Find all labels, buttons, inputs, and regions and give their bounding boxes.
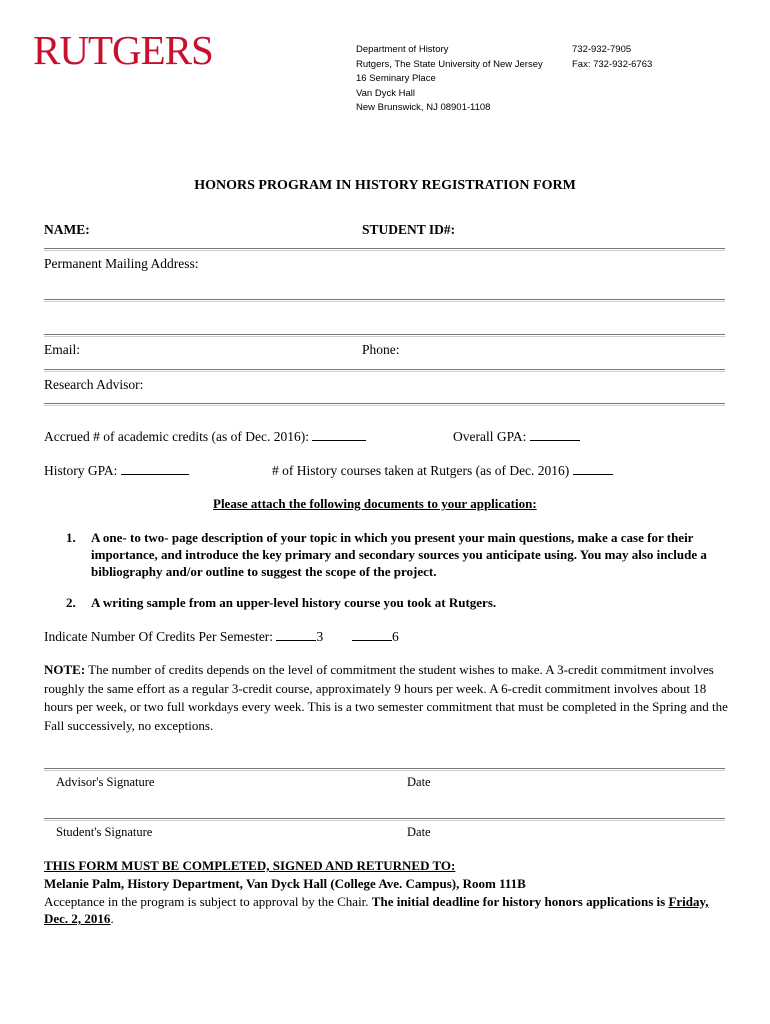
deadline-text: The initial deadline for history honors applications is [371,894,669,909]
student-signature-label: Student's Signature [56,825,153,839]
name-id-line[interactable] [44,248,725,249]
list-number: 1. [66,530,76,545]
option-3-blank[interactable] [276,628,316,641]
research-advisor-label: Research Advisor: [44,377,144,392]
email-label: Email: [44,342,80,357]
credits-per-semester-label: Indicate Number Of Credits Per Semester: [44,629,274,644]
form-title: HONORS PROGRAM IN HISTORY REGISTRATION FORM [194,178,576,193]
note-label: NOTE: [44,662,86,677]
student-signature-line[interactable] [44,818,725,819]
phone-label: Phone: [362,342,400,357]
return-heading: THIS FORM MUST BE COMPLETED, SIGNED AND RETURNED TO: [44,858,456,873]
department-address [356,43,543,116]
credits-field [44,428,366,445]
note-text: The number of credits depends on the level of commitment the student wishes to make. A 3-credit commitment involves roughly the same effort as a regular 3-credit course, approximately 9 hours per week. A 6-credit commitment involves about 18 hours per week, or two full workdays every week. This is a two semester commitment that must be completed in the Spring and the Fall successively, no exceptions. [44,662,728,733]
list-item [66,594,726,611]
return-address: Melanie Palm, History Department, Van Dyck Hall (College Ave. Campus), Room 111B [44,876,526,891]
address-line: Van Dyck Hall [356,87,415,99]
history-courses-field [272,462,613,479]
student-id-label: STUDENT ID#: [362,222,456,237]
option-6-label: 6 [391,629,399,644]
option-3-label: 3 [316,629,324,644]
list-number: 2. [66,595,76,610]
research-advisor-line[interactable] [44,403,725,404]
advisor-signature-label: Advisor's Signature [56,775,155,789]
mailing-address-line-2[interactable] [44,334,725,335]
advisor-date-label: Date [407,775,431,789]
history-gpa-field [44,462,189,479]
address-line: Rutgers, The State University of New Jersey [356,58,543,70]
address-line: New Brunswick, NJ 08901-1108 [356,102,491,113]
address-line: 16 Seminary Place [356,73,436,84]
list-text: A one- to two- page description of your topic in which you present your main questions, make a case for their importance, and introduce the key primary and secondary sources you anticipate using. You may also include a bibliography and/or outline to suggest the scope of the project. [91,530,707,579]
credits-per-semester [44,628,399,645]
logo-text: RUTGERS [33,27,213,73]
approval-text: Acceptance in the program is subject to approval by the Chair. [44,894,372,909]
option-6-blank[interactable] [352,628,392,641]
list-item [66,529,726,580]
overall-gpa-label: Overall GPA: [453,429,527,444]
history-courses-blank[interactable] [573,462,613,475]
rutgers-logo [33,27,213,73]
approval-paragraph [44,893,734,927]
student-date-label: Date [407,825,431,839]
deadline-date: Friday, Dec. 2, 2016 [44,894,709,926]
credits-blank[interactable] [312,428,366,441]
email-phone-line[interactable] [44,369,725,370]
note-paragraph [44,661,730,735]
overall-gpa-field [453,428,580,445]
history-gpa-blank[interactable] [121,462,189,475]
department-contact [572,43,652,72]
phone-number: 732-932-7905 [572,44,632,55]
history-courses-label: # of History courses taken at Rutgers (as of Dec. 2016) [272,463,570,478]
mailing-address-label: Permanent Mailing Address: [44,256,199,271]
mailing-address-line-1[interactable] [44,299,725,300]
address-line: Department of History [356,44,449,55]
fax-number: Fax: 732-932-6763 [572,58,653,70]
name-label: NAME: [44,222,90,237]
list-text: A writing sample from an upper-level history course you took at Rutgers. [91,595,497,610]
advisor-signature-line[interactable] [44,768,725,769]
history-gpa-label: History GPA: [44,463,118,478]
credits-label: Accrued # of academic credits (as of Dec. 2016): [44,429,310,444]
overall-gpa-blank[interactable] [530,428,580,441]
attach-heading: Please attach the following documents to your application: [213,496,537,511]
deadline-period: . [110,911,114,926]
